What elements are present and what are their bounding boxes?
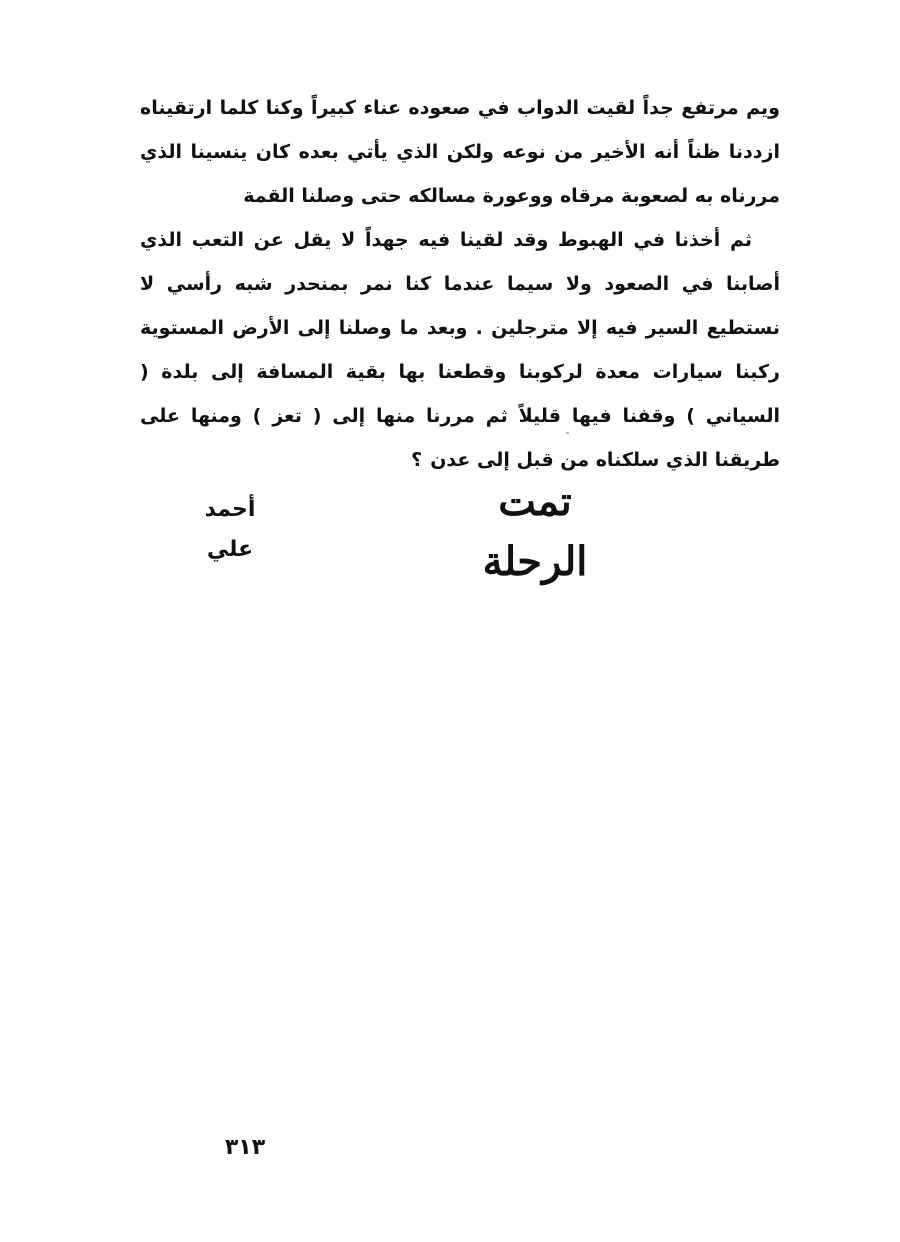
page-number: ٣١٣ bbox=[224, 1135, 266, 1160]
paragraph-1-text: ويم مرتفع جداً لقيت الدواب في صعوده عناء كبيراً وكنا كلما ارتقيناه ازددنا ظناً أنه الأخير من نوعه ولكن الذي يأتي بعده كان ينسينا الذي مررناه به لصعوبة مرقاه ووعورة مسالكه حتى وصلنا القمة bbox=[140, 97, 780, 207]
body-text bbox=[140, 86, 780, 482]
closing-title: تمت الرحلة bbox=[482, 478, 588, 585]
paragraph-2-text: ثم أخذنا في الهبوط وقد لقينا فيه جهداً لا يقل عن التعب الذي أصابنا في الصعود ولا سيما عندما كنا نمر بمنحدر شبه رأسي لا نستطيع السير فيه إلا مترجلين . وبعد ما وصلنا إلى الأرض المستوية ركبنا سيارات معدة لركوبنا وقطعنا بها بقية المسافة إلى بلدة ( السياني ) وقفنا فيها قليلاً ثم مررنا منها إلى ( تعز ) ومنها على طريقنا الذي سلكناه من قبل إلى عدن bbox=[140, 229, 780, 471]
paragraph-2 bbox=[140, 218, 780, 482]
author-signature: أحمد علي bbox=[204, 497, 256, 562]
paragraph-end-mark: ؟ bbox=[411, 449, 423, 471]
page-speck bbox=[566, 432, 569, 434]
paragraph-1 bbox=[140, 86, 780, 218]
